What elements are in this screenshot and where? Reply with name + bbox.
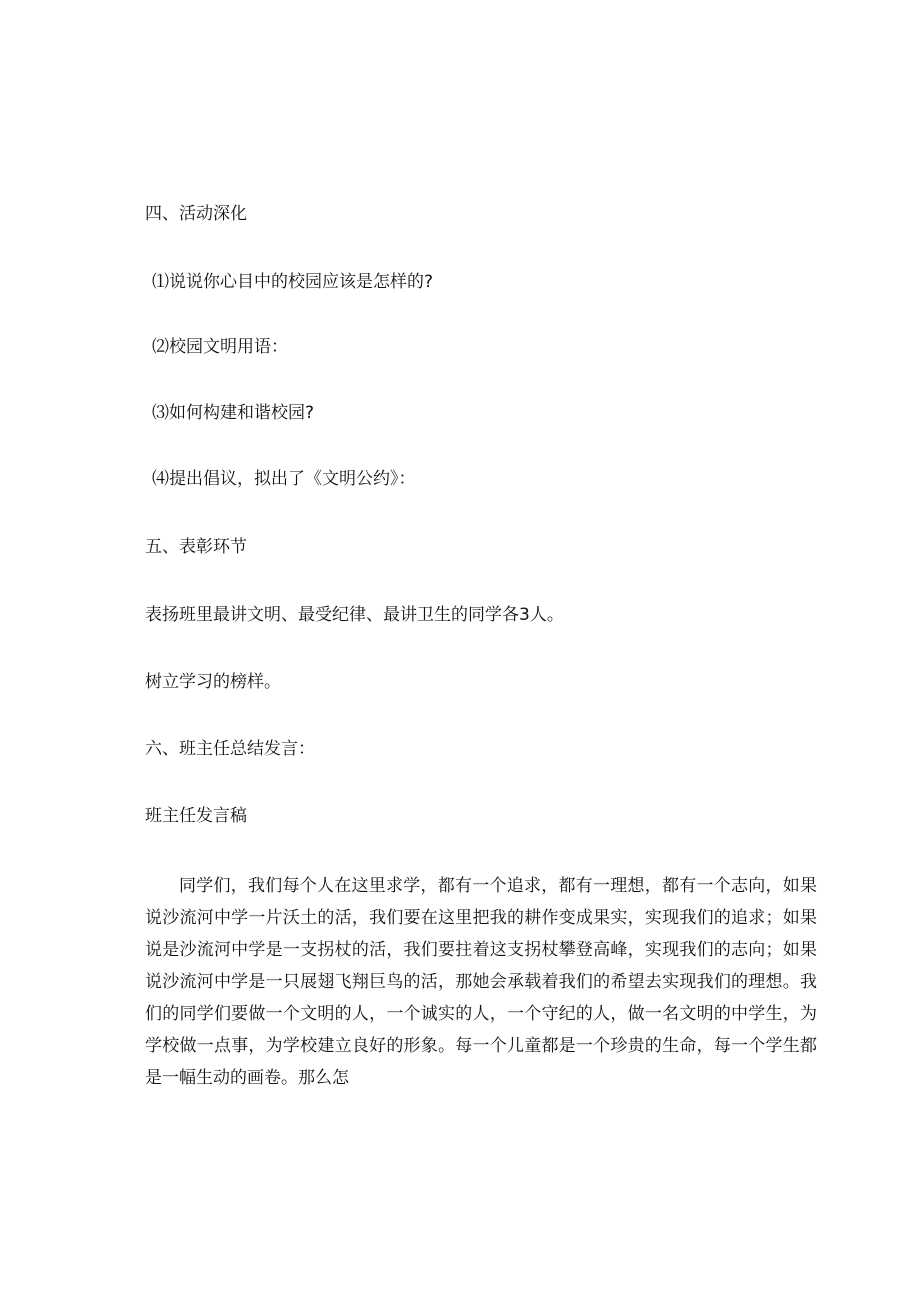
section-heading-commendation: 五、表彰环节 — [145, 537, 247, 557]
speech-subtitle: 班主任发言稿 — [145, 806, 247, 826]
section-heading-activity-deepening: 四、活动深化 — [145, 204, 247, 224]
section-heading-teacher-speech: 六、班主任总结发言： — [145, 739, 315, 759]
commendation-text: 表扬班里最讲文明、最受纪律、最讲卫生的同学各3人。 — [145, 605, 564, 625]
speech-paragraph: 同学们，我们每个人在这里求学，都有一个追求，都有一理想，都有一个志向，如果说沙流河中学一片沃土的活，我们要在这里把我的耕作变成果实，实现我们的追求；如果说是沙流河中学是一支拐杖的活，我们要拄着这支拐杖攀登高峰，实现我们的志向；如果说沙流河中学是一只展翅飞翔巨鸟的活，那她会承载着我们的希望去实现我们的理想。我们的同学们要做一个文明的人，一个诚实的人，一个守纪的人，做一名文明的中学生，为学校做一点事，为学校建立良好的形象。每一个儿童都是一个珍贵的生命，每一个学生都是一幅生动的画卷。那么怎 — [145, 876, 817, 1088]
role-model-text: 树立学习的榜样。 — [145, 672, 281, 692]
list-item: ⑶如何构建和谐校园? — [152, 403, 315, 423]
list-item: ⑷提出倡议，拟出了《文明公约》： — [152, 469, 416, 489]
list-item: ⑵校园文明用语： — [152, 337, 288, 357]
list-item: ⑴说说你心目中的校园应该是怎样的? — [152, 272, 434, 292]
